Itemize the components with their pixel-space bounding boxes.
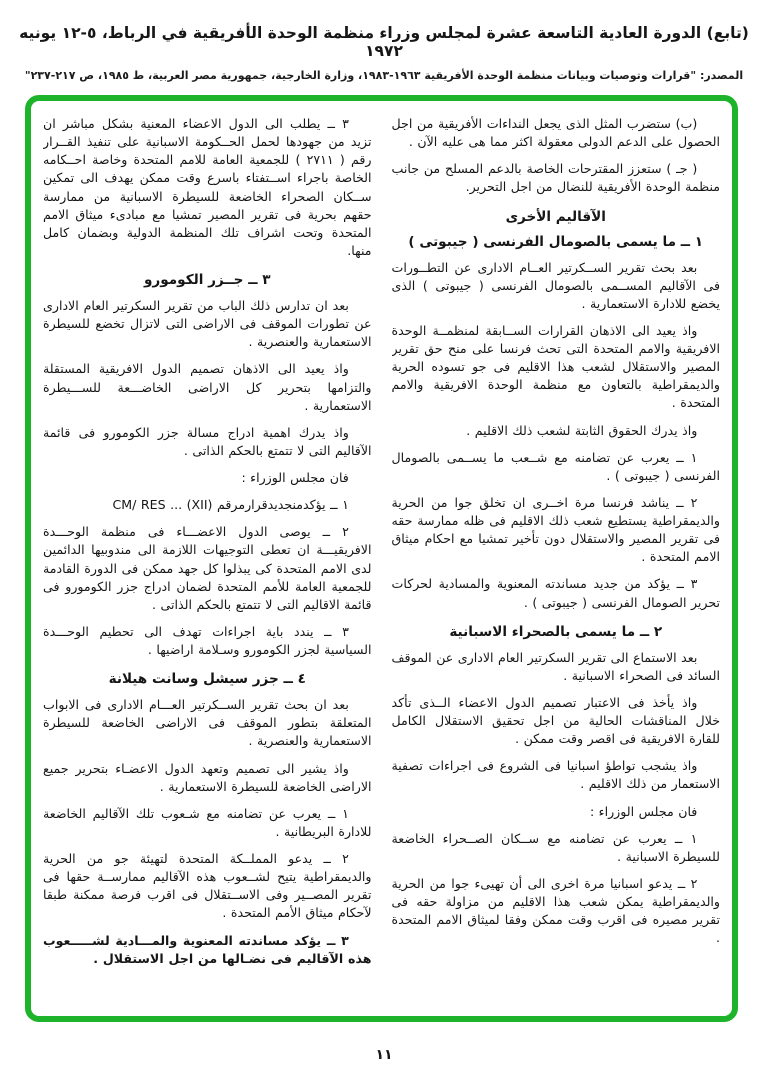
paragraph: فان مجلس الوزراء : [589,803,698,819]
session-title: (تابع) الدورة العادية التاسعة عشرة لمجلس وزراء منظمة الوحدة الأفريقية في الرباط، ٥-١٢ يونيه ١٩٧٢ [19,24,749,60]
numbered-clause: ١ ــ يعرب عن تضامنه مع ســكان الصــحراء الخاضعة للسيطرة الاسبانية . [391,830,720,864]
section-heading-spanish-sahara: ٢ ــ ما يسمى بالصحراء الاسبانية [449,623,663,640]
numbered-clause: ٢ ــ يناشد فرنسا مرة اخــرى ان تخلق جوا من الحرية والديمقراطية يستطيع شعب ذلك الاقليم فى ظله ممارسة حقه فى تقرير المصير والاستقلال دون تأخير تمشيا مع احكام ميثاق الامم المتحدة . [391,494,720,565]
paragraph: (ب) ستضرب المثل الذى يجعل النداءات الأفريقية من اجل الحصول على الدعم الدولى معقولة اكثر مما هى عليه الآن . [391,116,720,150]
section-heading-seychelles-st-helena: ٤ ــ جزر سيشل وسانت هيلانة [108,671,306,688]
paragraph: واذ يعيد الى الاذهان تصميم الدول الافريقية المستقلة والتزامها بتحرير كل الاراضى الخاضـــعة للســـيطرة الاستعمارية . [43,361,372,413]
clause-arabic-part: ١ ــ يؤكدمنجديدقرارمرقم [217,497,349,513]
section-heading-other-territories: الآقاليم الأخرى [505,208,606,225]
numbered-clause: ٣ ــ يندد باية اجراءات تهدف الى تحطيم الوحـــدة السياسية لجزر الكومورو وسـلامة اراضيها . [43,623,372,657]
numbered-clause: ٣ ــ يؤكد من جديد مساندته المعنوية والمسادية لحركات تحرير الصومال الفرنسى ( جيبوتى ) . [391,576,720,610]
paragraph: بعد ان تدارس ذلك الباب من تقرير السكرتير العام الادارى عن تطورات الموقف فى الاراضى التى لاتزال تخضع للسيطرة الاستعمارية والعنصرية . [43,298,372,350]
source-citation: المصدر: "قرارات وتوصيات وبيانات منظمة الوحدة الأفريقية ١٩٦٣-١٩٨٣، وزارة الخارجية، جمهورية مصر العربية، ط ١٩٨٥، ص ٢١٧-٢٣٧" [24,69,744,82]
section-heading-french-somaliland: ١ ــ ما يسمى بالصومال الفرنسى ( جيبوتى ) [408,233,704,250]
paragraph: بعد بحث تقرير الســكرتير العــام الادارى عن التطــورات فى الآقاليم المســمى بالصومال الفرنسى ( جيبوتى ) الذى يخضع للادارة الاستعمارية . [391,259,720,311]
right-column [392,115,721,1006]
document-header [0,24,768,82]
numbered-clause: ٢ ــ يدعو المملــكة المتحدة لتهيئة جو من الحرية والديمقراطية يتيح لشــعوب هذه الآقاليم ممارســة حقها فى تقرير المصــير وفى الاســتقلال فى اقرب فرصة ممكنة طبقا لآحكام ميثاق الأمم المتحدة . [43,851,372,921]
numbered-clause: ٢ ــ يوصى الدول الاعضـــاء فى منظمة الوحـــدة الافريقيـــة ان تعطى التوجيهات اللازمة الى مندوبيها الدائمين لدى الامم المتحدة كى يبذلوا كل جهد ممكن فى الدورة القادمة للجمعية العامة للأمم المتحدة لضمان ادراج جزر الكومورو فى قائمة الاقاليم التى لا تتمتع بالحكم الذاتى . [43,524,372,612]
paragraph: فان مجلس الوزراء : [241,470,349,485]
numbered-clause: ٣ ــ يؤكد مساندته المعنوية والمـــادية لشـــــعوب هذه الآقاليم فى نضـالها من اجل الاستقلال . [43,932,372,966]
numbered-clause: ٣ ــ يطلب الى الدول الاعضاء المعنية بشكل مباشر ان تزيد من جهودها لحمل الحــكومة الاسبانية على تنفيذ القــرار رقم ( ٢٧١١ ) للجمعية العامة للامم المتحدة وخاصة احــكامه الخاصة باجراء اســتفتاء باسرع وقت ممكن يهدف الى تمكين ســكان الصحراء الخاضعة للسيطرة الاسبانية من ممارسة حقهم بحرية فى تقرير المصير تمشيا مع مبادىء ميثاق الامم المتحدة وتحت اشراف تلك المنظمة الدولية وبضمان كامل منها. [43,116,372,258]
paragraph: بعد الاستماع الى تقرير السكرتير العام الادارى عن الموقف السائد فى الصحراء الاسبانية . [391,649,720,683]
two-column-text [43,115,720,1006]
paragraph: واذ يدرك الحقوق الثابتة لشعب ذلك الاقليم . [466,422,698,438]
left-column [43,115,372,1006]
numbered-clause: ١ ــ يعرب عن تضامنه مع شـعوب تلك الآقاليم الخاضعة للادارة البريطانية . [43,805,372,839]
paragraph: واذ يشير الى تصميم وتعهد الدول الاعضـاء بتحرير جميع الاراضى الخاضعة للسيطرة الاستعمارية . [43,760,372,794]
resolution-code: CM/ RES ... (XII) [112,497,213,513]
numbered-clause: ٢ ــ يدعو اسبانيا مرة اخرى الى أن تهيىء جوا من الحرية والديمقراطية يمكن شعب هذا الاقليم من مزاولة حقه فى تقرير مصيره فى اقرب وقت ممكن وفقا لميثاق الامم المتحدة . [391,875,720,946]
paragraph: واذ يشجب تواطؤ اسبانيا فى الشروع فى اجراءات تصفية الاستعمار من ذلك الاقليم . [391,758,720,792]
numbered-clause-resolution-ref [43,496,372,514]
numbered-clause: ١ ــ يعرب عن تضامنه مع شــعب ما يســمى بالصومال الفرنسى ( جيبوتى ) . [391,449,720,483]
paragraph: واذ يدرك اهمية ادراج مسالة جزر الكومورو فى قائمة الآقاليم التى لا تتمتع بالحكم الذاتى . [43,424,372,458]
section-heading-comoro-islands: ٣ ــ جــزر الكومورو [143,272,271,288]
page-number: ١١ [375,1047,393,1063]
paragraph: واذ يأخذ فى الاعتبار تصميم الدول الاعضاء الــذى تأكد خلال المناقشات الحالية من اجل تحقيق الاستقلال الكامل للقارة الافريقية فى اقصر وقت ممكن . [391,694,720,747]
paragraph: واذ يعيد الى الاذهان القرارات الســابقة لمنظمــة الوحدة الافريقية والامم المتحدة التى تحث فرنسا على منح حق تقرير المصير والاستقلال لشعب هذا الاقليم فى جو تسوده الحرية والديمقراطية بالتعاون مع منظمة الوحدة الافريقية والامم المتحدة . [391,322,720,411]
paragraph: ( جـ ) ستعزز المقترحات الخاصة بالدعم المسلح من جانب منظمة الوحدة الأفريقية للنضال من اجل التحرير. [391,161,720,195]
paragraph: بعد ان بحث تقرير الســكرتير العـــام الادارى فى الابواب المتعلقة بتطور الموقف فى الاراضى الخاضعة للسيطرة الاستعمارية والعنصرية . [43,697,372,749]
green-border-frame [25,95,738,1022]
